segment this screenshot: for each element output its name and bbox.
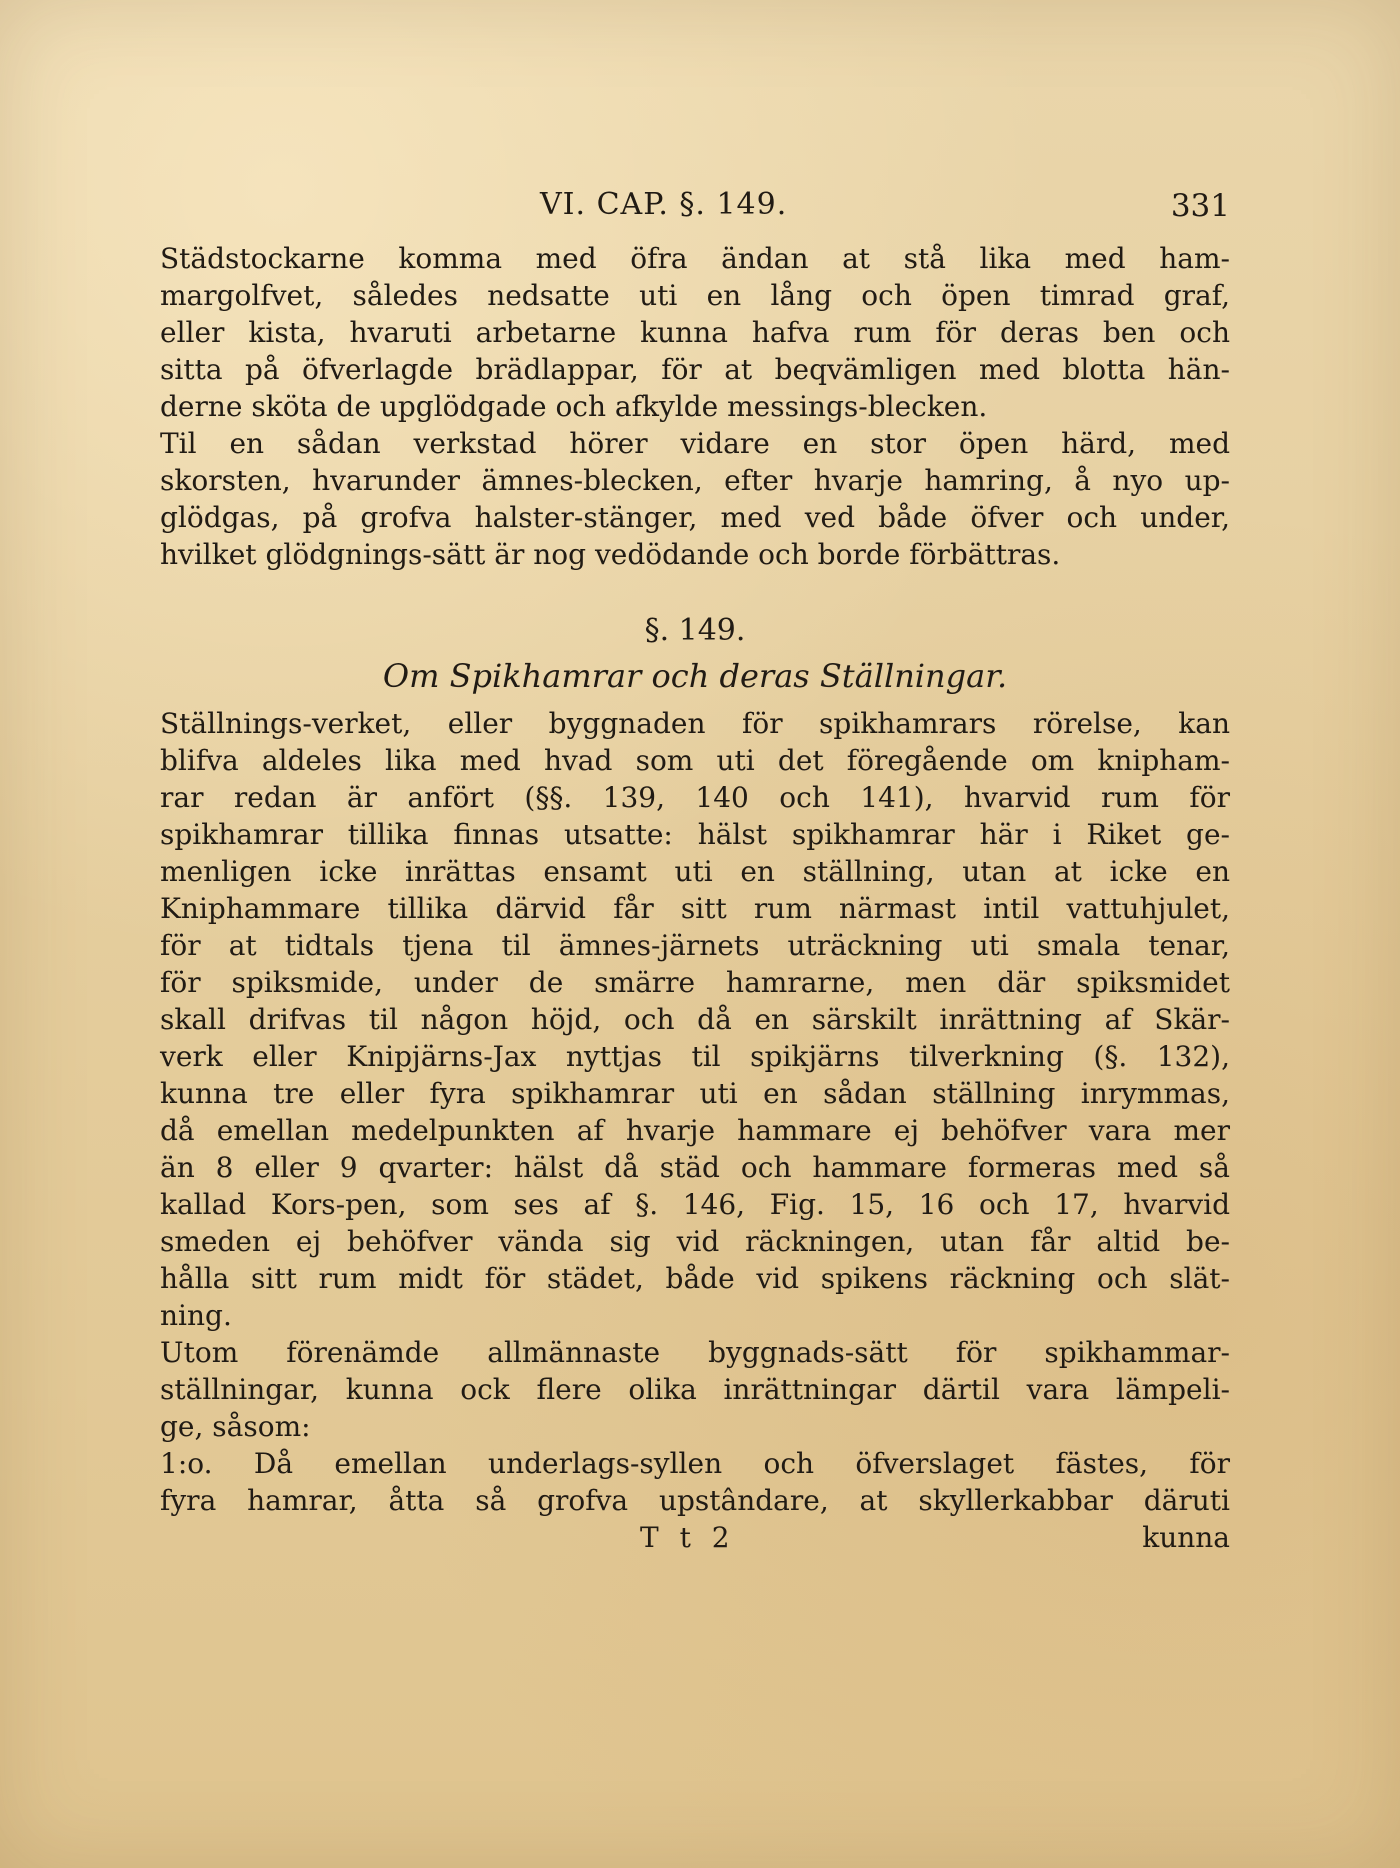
text-line: kallad Kors-pen, som ses af §. 146, Fig. 15, 16 och 17, hvarvid — [160, 1188, 1230, 1221]
text-line: fyra hamrar, åtta så grofva upstândare, at skyllerkabbar däruti — [160, 1484, 1230, 1517]
page-footer — [160, 1519, 1230, 1559]
text-line: menligen icke inrättas ensamt uti en ställning, utan at icke en — [160, 855, 1230, 888]
text-line: ge, såsom: — [160, 1410, 311, 1443]
page-header — [160, 186, 1230, 222]
section-mark: §. 149. — [644, 613, 746, 648]
signature-mark: T t 2 — [640, 1521, 736, 1554]
text-line: spikhamrar tillika finnas utsatte: hälst spikhamrar här i Riket ge- — [160, 818, 1230, 851]
text-line: ställningar, kunna ock flere olika inrättningar därtil vara lämpeli- — [160, 1373, 1230, 1406]
section-title: Om Spikhamrar och deras Ställningar. — [382, 657, 1008, 695]
text-line: blifva aldeles lika med hvad som uti det föregående om knipham- — [160, 744, 1230, 777]
text-line: Utom förenämde allmännaste byggnads-sätt för spikhammar- — [160, 1336, 1230, 1369]
text-line: skall drifvas til någon höjd, och då en särskilt inrättning af Skär- — [160, 1003, 1230, 1036]
text-line: 1:o. Då emellan underlags-syllen och öfverslaget fästes, för — [160, 1447, 1230, 1480]
text-line: Til en sådan verkstad hörer vidare en stor öpen härd, med — [160, 427, 1230, 460]
text-line: skorsten, hvarunder ämnes-blecken, efter hvarje hamring, å nyo up- — [160, 464, 1230, 497]
text-line: hvilket glödgnings-sätt är nog vedödande och borde förbättras. — [160, 538, 1061, 571]
running-head: VI. CAP. §. 149. — [540, 187, 788, 222]
text-line: glödgas, på grofva halster-stänger, med ved både öfver och under, — [160, 501, 1230, 534]
text-line: för spiksmide, under de smärre hamrarne, men där spiksmidet — [160, 966, 1230, 999]
text-line: än 8 eller 9 qvarter: hälst då städ och hammare formeras med så — [160, 1151, 1230, 1184]
text-line: Städstockarne komma med öfra ändan at stå lika med ham- — [160, 242, 1230, 275]
text-line: smeden ej behöfver vända sig vid räckningen, utan får altid be- — [160, 1225, 1230, 1258]
paragraph-2 — [160, 425, 1230, 573]
text-line: hålla sitt rum midt för städet, både vid spikens räckning och slät- — [160, 1262, 1230, 1295]
text-line: sitta på öfverlagde brädlappar, för at beqvämligen med blotta hän- — [160, 353, 1230, 386]
paragraph-3 — [160, 705, 1230, 1334]
paragraph-1 — [160, 240, 1230, 425]
text-line: då emellan medelpunkten af hvarje hammare ej behöfver vara mer — [160, 1114, 1230, 1147]
text-line: för at tidtals tjena til ämnes-järnets uträckning uti smala tenar, — [160, 929, 1230, 962]
catchword: kunna — [1142, 1521, 1230, 1554]
text-line: ning. — [160, 1299, 232, 1332]
text-line: derne sköta de upglödgade och afkylde messings-blecken. — [160, 390, 988, 423]
page-number: 331 — [1170, 188, 1230, 224]
paragraph-4 — [160, 1334, 1230, 1445]
text-line: verk eller Knipjärns-Jax nyttjas til spikjärns tilverkning (§. 132), — [160, 1040, 1230, 1073]
text-line: eller kista, hvaruti arbetarne kunna hafva rum för deras ben och — [160, 316, 1230, 349]
text-line: rar redan är anfört (§§. 139, 140 och 141), hvarvid rum för — [160, 781, 1230, 814]
text-line: margolfvet, således nedsatte uti en lång och öpen timrad graf, — [160, 279, 1230, 312]
text-line: Ställnings-verket, eller byggnaden för spikhamrars rörelse, kan — [160, 707, 1230, 740]
text-block — [160, 186, 1230, 1559]
text-line: kunna tre eller fyra spikhamrar uti en sådan ställning inrymmas, — [160, 1077, 1230, 1110]
paragraph-5 — [160, 1445, 1230, 1519]
text-line: Kniphammare tillika därvid får sitt rum närmast intil vattuhjulet, — [160, 892, 1230, 925]
